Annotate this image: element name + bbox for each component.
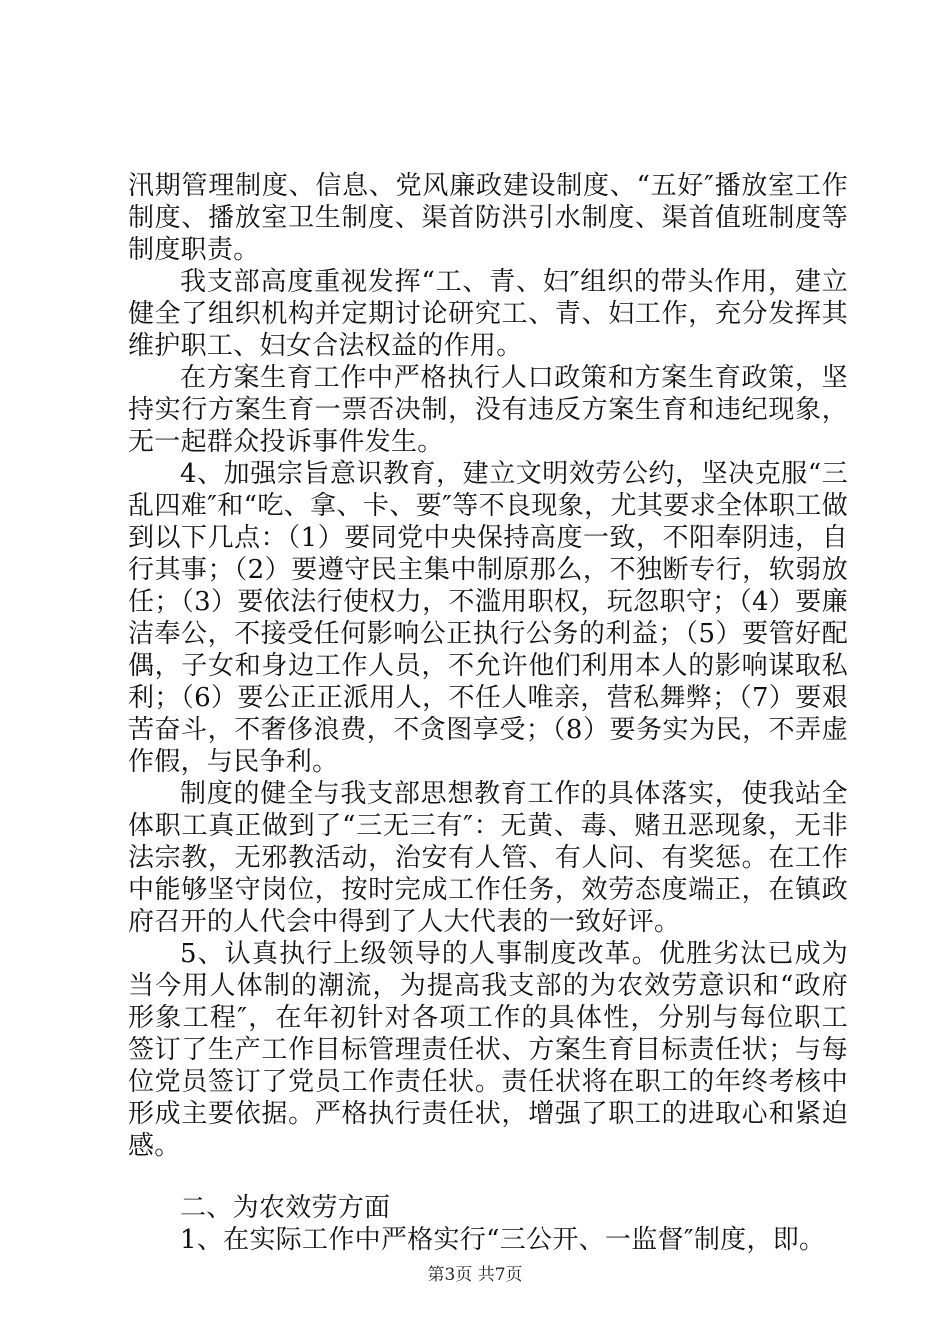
paragraph-personnel-reform: 5、认真执行上级领导的人事制度改革。优胜劣汰已成为当今用人体制的潮流，为提高我支部的为农效劳意识和“政府形象工程″，在年初针对各项工作的具体性，分别与每位职工签订了生产工作目标管理责任状、方案生育目标责任状；与每位党员签订了党员工作责任状。责任状将在职工的年终考核中形成主要依据。严格执行责任状，增强了职工的进取心和紧迫感。 — [128, 939, 848, 1161]
paragraph-system-results: 制度的健全与我支部思想教育工作的具体落实，使我站全体职工真正做到了“三无三有″：无黄、毒、赌丑恶现象，无非法宗教，无邪教活动，治安有人管、有人问、有奖惩。在工作中能够坚守岗位，按时完成工作任务，效劳态度端正，在镇政府召开的人代会中得到了人大代表的一致好评。 — [128, 779, 848, 937]
paragraph-family-planning: 在方案生育工作中严格执行人口政策和方案生育政策，坚持实行方案生育一票否决制，没有违反方案生育和违纪现象，无一起群众投诉事件发生。 — [128, 363, 848, 457]
paragraph-youth-women-organizations: 我支部高度重视发挥“工、青、妇″组织的带头作用，建立健全了组织机构并定期讨论研究工、青、妇工作，充分发挥其维护职工、妇女合法权益的作用。 — [128, 267, 848, 361]
paragraph-continuation: 汛期管理制度、信息、党风廉政建设制度、“五好″播放室工作制度、播放室卫生制度、渠首防洪引水制度、渠首值班制度等制度职责。 — [128, 171, 848, 265]
paragraph-three-disclosures: 1、在实际工作中严格实行“三公开、一监督″制度，即。 — [180, 1225, 826, 1255]
document-body — [128, 170, 848, 1256]
paragraph-service-education: 4、加强宗旨意识教育，建立文明效劳公约，坚决克服“三乱四难″和“吃、拿、卡、要″等不良现象，尤其要求全体职工做到以下几点：（1）要同党中央保持高度一致，不阳奉阴违，自行其事；（2）要遵守民主集中制原那么，不独断专行，软弱放任；（3）要依法行使权力，不滥用职权，玩忽职守；（4）要廉洁奉公，不接受任何影响公正执行公务的利益；（5）要管好配偶，子女和身边工作人员，不允许他们利用本人的影响谋取私利；（6）要公正正派用人，不任人唯亲，营私舞弊；（7）要艰苦奋斗，不奢侈浪费，不贪图享受；（8）要务实为民，不弄虚作假，与民争利。 — [128, 459, 848, 777]
page-number-footer: 第3页 共7页 — [427, 1265, 523, 1285]
section-heading: 二、为农效劳方面 — [180, 1193, 391, 1223]
